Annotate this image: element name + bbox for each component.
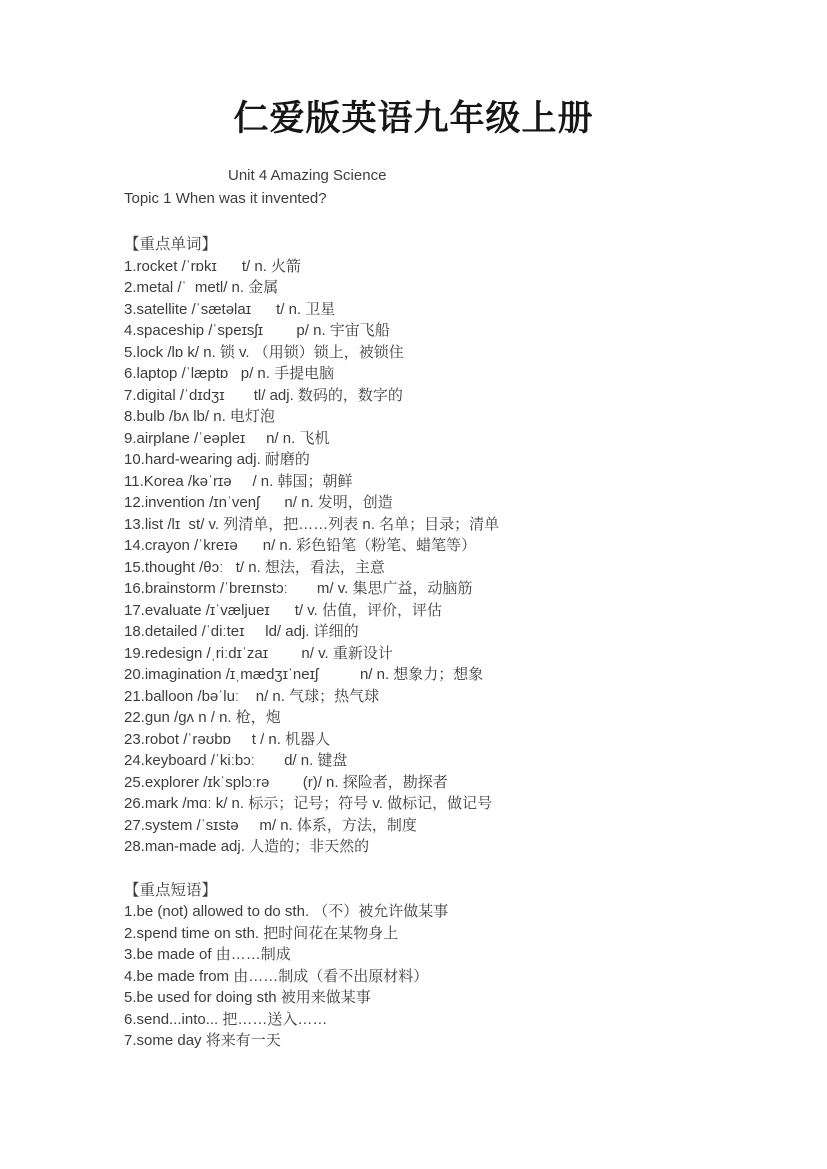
- word-entry: 8.bulb /bʌ lb/ n. 电灯泡: [124, 408, 275, 425]
- word-entry: 26.mark /mɑː k/ n. 标示；记号；符号 v. 做标记，做记号: [124, 795, 493, 812]
- word-entry: 13.list /lɪ st/ v. 列清单，把……列表 n. 名单；目录；清单: [124, 515, 500, 533]
- word-entry: 4.spaceship /ˈspeɪsʃɪ p/ n. 宇宙飞船: [124, 322, 390, 339]
- word-entry: 22.gun /ɡʌ n / n. 枪，炮: [124, 709, 281, 726]
- phrase-entry: 7.some day 将来有一天: [124, 1032, 281, 1049]
- word-entry: 27.system /ˈsɪstə m/ n. 体系，方法，制度: [124, 816, 417, 834]
- phrase-entry: 5.be used for doing sth 被用来做某事: [124, 989, 371, 1006]
- word-entry: 20.imagination /ɪˌmædʒɪˈneɪʃ n/ n. 想象力；想象: [124, 666, 484, 683]
- word-entry: 17.evaluate /ɪˈvæljueɪ t/ v. 估值，评价，评估: [124, 601, 442, 619]
- word-entry: 9.airplane /ˈeəpleɪ n/ n. 飞机: [124, 429, 330, 447]
- word-entry: 2.metal /ˈ metl/ n. 金属: [124, 279, 279, 296]
- word-entry: 1.rocket /ˈrɒkɪ t/ n. 火箭: [124, 257, 302, 275]
- phrase-entry: 4.be made from 由……制成（看不出原材料）: [124, 967, 429, 985]
- topic-heading: Topic 1 When was it invented?: [124, 190, 327, 207]
- page-title: 仁爱版英语九年级上册: [233, 99, 594, 138]
- word-entry: 18.detailed /ˈdiːteɪ ld/ adj. 详细的: [124, 623, 359, 640]
- word-entry: 14.crayon /ˈkreɪə n/ n. 彩色铅笔（粉笔、蜡笔等）: [124, 537, 477, 554]
- phrase-entry: 3.be made of 由……制成: [124, 946, 291, 963]
- word-entry: 10.hard-wearing adj. 耐磨的: [124, 451, 310, 468]
- unit-heading: Unit 4 Amazing Science: [228, 167, 387, 184]
- word-entry: 5.lock /lɒ k/ n. 锁 v. （用锁）锁上，被锁住: [124, 343, 404, 361]
- word-entry: 7.digital /ˈdɪdʒɪ tl/ adj. 数码的，数字的: [124, 386, 403, 404]
- word-entry: 25.explorer /ɪkˈsplɔːrə (r)/ n. 探险者，勘探者: [124, 773, 448, 791]
- phrase-entry: 6.send...into... 把……送入……: [124, 1010, 328, 1028]
- word-entry: 6.laptop /ˈlæptɒ p/ n. 手提电脑: [124, 365, 335, 382]
- word-entry: 24.keyboard /ˈkiːbɔː d/ n. 键盘: [124, 752, 348, 769]
- section-heading-key-words: 【重点单词】: [124, 236, 218, 253]
- word-entry: 3.satellite /ˈsætəlaɪ t/ n. 卫星: [124, 300, 336, 318]
- word-entry: 19.redesign /ˌriːdɪˈzaɪ n/ v. 重新设计: [124, 644, 393, 662]
- section-heading-key-phrases: 【重点短语】: [124, 881, 218, 899]
- word-entry: 21.balloon /bəˈluː n/ n. 气球；热气球: [124, 687, 380, 705]
- word-entry: 16.brainstorm /ˈbreɪnstɔː m/ v. 集思广益，动脑筋: [124, 580, 473, 597]
- word-entry: 11.Korea /kəˈrɪə / n. 韩国；朝鲜: [124, 472, 353, 490]
- word-entry: 12.invention /ɪnˈvenʃ n/ n. 发明，创造: [124, 494, 393, 511]
- word-entry: 23.robot /ˈrəʊbɒ t / n. 机器人: [124, 730, 331, 748]
- phrase-entry: 1.be (not) allowed to do sth. （不）被允许做某事: [124, 903, 449, 920]
- word-entry: 15.thought /θɔː t/ n. 想法，看法，主意: [124, 558, 385, 576]
- phrase-entry: 2.spend time on sth. 把时间花在某物身上: [124, 924, 399, 942]
- word-entry: 28.man-made adj. 人造的；非天然的: [124, 838, 370, 855]
